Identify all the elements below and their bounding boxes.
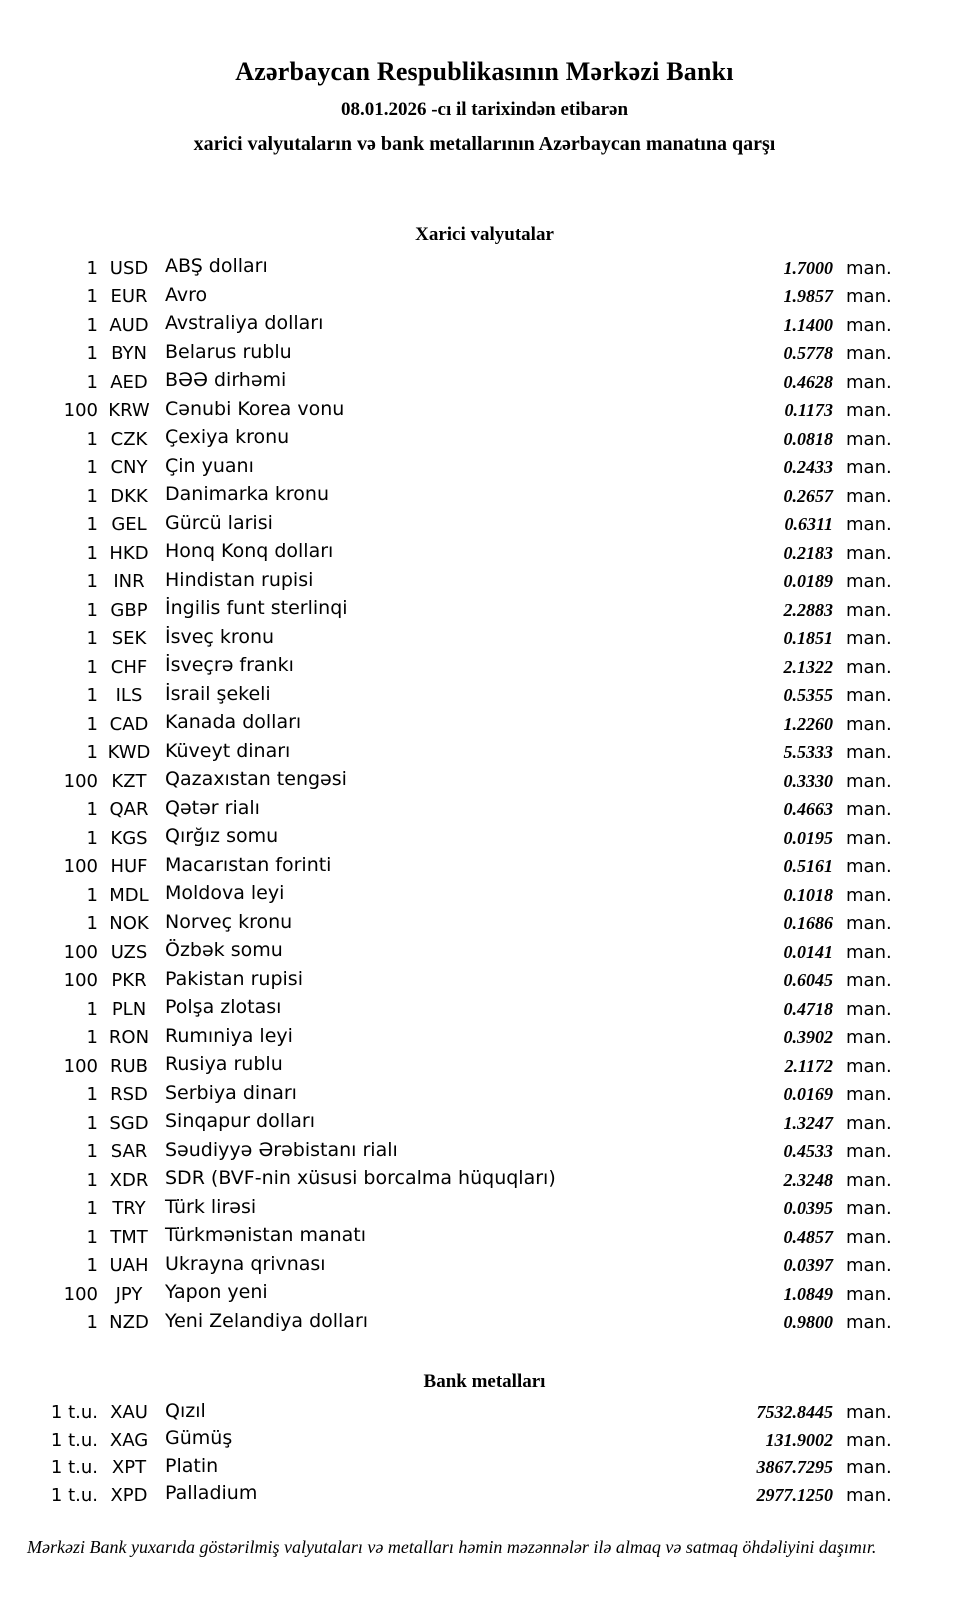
amount-cell: 1 [86,713,98,735]
currency-name-cell: Özbək somu [165,939,283,962]
unit-cell: man. [846,1402,892,1424]
table-row [40,1052,903,1081]
table-row [40,910,903,939]
currency-code-cell: XAU [110,1402,148,1424]
currency-code-cell: KWD [107,742,151,764]
currency-name-cell: İsrail şekeli [165,682,271,705]
unit-cell: man. [846,1255,892,1277]
currency-code-cell: BYN [111,343,147,365]
rate-cell: 0.1851 [783,628,833,649]
unit-cell: man. [846,656,892,678]
amount-cell: 1 t.u. [50,1484,98,1506]
amount-cell: 100 [63,856,98,878]
rate-cell: 0.9800 [783,1312,833,1333]
amount-cell: 1 [86,742,98,764]
amount-cell: 100 [63,941,98,963]
amount-cell: 1 [86,1169,98,1191]
currency-name-cell: Sinqapur dolları [165,1110,316,1133]
rate-cell: 3867.7295 [756,1457,833,1478]
currency-name-cell: ABŞ dolları [165,255,268,278]
amount-cell: 1 [86,1226,98,1248]
table-row [40,1309,903,1338]
currency-code-cell: CAD [109,713,149,735]
table-row [40,881,903,910]
amount-cell: 100 [63,1283,98,1305]
table-row [40,1109,903,1138]
unit-cell: man. [846,400,892,422]
metals-section-title: Bank metalları [423,1371,546,1392]
table-row [40,710,903,739]
amount-cell: 1 [86,799,98,821]
currency-code-cell: USD [109,257,149,279]
amount-cell: 1 [86,1255,98,1277]
rate-cell: 1.3247 [783,1112,833,1133]
currency-code-cell: XPT [111,1457,147,1479]
rate-cell: 0.0189 [783,571,833,592]
unit-cell: man. [846,457,892,479]
currency-name-cell: İsveç kronu [165,625,275,648]
currency-code-cell: PLN [111,998,147,1020]
rate-cell: 0.6311 [784,514,833,535]
table-row [40,340,903,369]
unit-cell: man. [846,371,892,393]
table-row [40,368,903,397]
currency-code-cell: EUR [110,286,148,308]
unit-cell: man. [846,1198,892,1220]
amount-cell: 1 [86,314,98,336]
currency-name-cell: Moldova leyi [165,882,285,905]
currency-name-cell: Danimarka kronu [165,483,330,506]
currency-code-cell: TRY [112,1198,146,1220]
currency-name-cell: Türkmənistan manatı [165,1224,367,1247]
unit-cell: man. [846,1084,892,1106]
unit-cell: man. [846,827,892,849]
table-row [40,425,903,454]
currency-code-cell: XPD [110,1484,148,1506]
table-row [40,995,903,1024]
currency-name-cell: İsveçrə frankı [165,654,294,677]
currency-name-cell: Avstraliya dolları [165,312,324,335]
unit-cell: man. [846,856,892,878]
unit-cell: man. [846,1312,892,1334]
amount-cell: 1 [86,827,98,849]
unit-cell: man. [846,799,892,821]
currency-code-cell: INR [113,571,145,593]
currency-code-cell: NOK [109,913,149,935]
currency-name-cell: Honq Konq dolları [165,540,334,563]
table-row [40,938,903,967]
currency-name-cell: Macarıstan forinti [165,853,332,876]
unit-cell: man. [846,1226,892,1248]
unit-cell: man. [846,1027,892,1049]
currency-code-cell: ILS [115,685,143,707]
currency-name-cell: Norveç kronu [165,910,293,933]
table-row [40,1081,903,1110]
amount-cell: 100 [63,770,98,792]
unit-cell: man. [846,1484,892,1506]
rate-cell: 0.0818 [783,428,833,449]
currency-code-cell: RON [108,1027,150,1049]
rate-cell: 0.1686 [783,913,833,934]
rate-cell: 1.9857 [783,286,833,307]
currency-name-cell: Rusiya rublu [165,1053,283,1076]
rate-cell: 2977.1250 [756,1484,833,1505]
currency-code-cell: CNY [110,457,148,479]
amount-cell: 1 [86,514,98,536]
amount-cell: 1 [86,286,98,308]
currency-code-cell: AUD [109,314,149,336]
rate-cell: 1.2260 [783,713,833,734]
currency-code-cell: SEK [111,628,147,650]
unit-cell: man. [846,1055,892,1077]
table-row [40,739,903,768]
currency-name-cell: BƏƏ dirhəmi [165,369,287,392]
rate-cell: 0.0397 [783,1255,833,1276]
currency-name-cell: Qırğız somu [165,825,279,848]
currency-name-cell: Qazaxıstan tengəsi [165,768,347,791]
table-row [40,1024,903,1053]
currency-code-cell: NZD [109,1312,149,1334]
currency-name-cell: Qətər rialı [165,796,260,819]
amount-cell: 100 [63,970,98,992]
rate-cell: 0.4718 [783,998,833,1019]
amount-cell: 1 [86,1084,98,1106]
rate-cell: 0.5161 [783,856,833,877]
currency-name-cell: Çin yuanı [165,454,254,477]
currency-code-cell: GEL [111,514,147,536]
unit-cell: man. [846,1457,892,1479]
currency-code-cell: AED [110,371,148,393]
currency-name-cell: SDR (BVF-nin xüsusi borcalma hüquqları) [165,1167,556,1190]
currency-name-cell: Səudiyyə Ərəbistanı rialı [165,1138,398,1161]
currency-name-cell: Palladium [165,1482,258,1505]
rate-cell: 0.6045 [783,970,833,991]
currency-name-cell: Yeni Zelandiya dolları [165,1309,369,1332]
table-row [40,1223,903,1252]
amount-cell: 1 [86,485,98,507]
currency-name-cell: Qızıl [165,1399,206,1422]
table-row [40,1399,903,1427]
table-row [40,568,903,597]
table-row [40,1195,903,1224]
currency-name-cell: Gürcü larisi [165,511,273,534]
amount-cell: 1 t.u. [50,1429,98,1451]
currency-name-cell: Yapon yeni [165,1281,268,1304]
currency-code-cell: KRW [108,400,150,422]
rate-cell: 0.2657 [783,485,833,506]
amount-cell: 1 [86,1141,98,1163]
amount-cell: 1 [86,884,98,906]
unit-cell: man. [846,542,892,564]
currency-name-cell: Türk lirəsi [165,1195,257,1218]
unit-cell: man. [846,1141,892,1163]
table-row [40,539,903,568]
table-row [40,1482,903,1510]
rate-cell: 2.1322 [783,656,833,677]
table-row [40,1454,903,1482]
unit-cell: man. [846,257,892,279]
amount-cell: 100 [63,400,98,422]
effective-date: 08.01.2026 -cı il tarixindən etibarən [340,99,629,120]
amount-cell: 1 [86,257,98,279]
table-row [40,283,903,312]
unit-cell: man. [846,1169,892,1191]
table-row [40,653,903,682]
currency-code-cell: HUF [110,856,148,878]
subtitle: xarici valyutaların və bank metallarının Azərbaycan manatına qarşı [193,133,776,155]
table-row [40,625,903,654]
unit-cell: man. [846,628,892,650]
rate-cell: 0.1018 [783,884,833,905]
unit-cell: man. [846,286,892,308]
amount-cell: 1 [86,371,98,393]
rate-cell: 1.0849 [783,1283,833,1304]
currency-code-cell: CZK [110,428,148,450]
table-row [40,397,903,426]
rate-cell: 2.2883 [783,599,833,620]
rate-cell: 0.0395 [783,1198,833,1219]
currency-name-cell: Polşa zlotası [165,996,282,1019]
unit-cell: man. [846,941,892,963]
currency-code-cell: HKD [109,542,149,564]
table-row [40,482,903,511]
rate-cell: 0.2183 [783,542,833,563]
currency-code-cell: UZS [110,941,148,963]
table-row [40,254,903,283]
unit-cell: man. [846,571,892,593]
currencies-table [40,254,903,1337]
currency-name-cell: Avro [165,283,208,306]
amount-cell: 1 [86,628,98,650]
unit-cell: man. [846,913,892,935]
table-row [40,596,903,625]
amount-cell: 1 [86,685,98,707]
currency-code-cell: UAH [109,1255,149,1277]
table-row [40,767,903,796]
table-row [40,967,903,996]
table-row [40,682,903,711]
amount-cell: 1 [86,998,98,1020]
table-row [40,1166,903,1195]
amount-cell: 1 [86,457,98,479]
currency-code-cell: SGD [109,1112,149,1134]
amount-cell: 1 [86,428,98,450]
rate-cell: 1.7000 [783,257,833,278]
unit-cell: man. [846,884,892,906]
rate-cell: 2.1172 [784,1055,833,1076]
rate-cell: 0.1173 [784,400,833,421]
amount-cell: 1 [86,343,98,365]
rate-cell: 0.3330 [783,770,833,791]
rate-cell: 0.4533 [783,1141,833,1162]
amount-cell: 1 [86,1198,98,1220]
rate-cell: 0.5355 [783,685,833,706]
table-row [40,824,903,853]
rate-cell: 0.4663 [783,799,833,820]
currency-code-cell: XDR [109,1169,149,1191]
currency-code-cell: PKR [111,970,147,992]
currency-code-cell: RSD [110,1084,148,1106]
currency-name-cell: Serbiya dinarı [165,1081,297,1104]
amount-cell: 1 [86,542,98,564]
unit-cell: man. [846,599,892,621]
currency-code-cell: KGS [110,827,148,849]
amount-cell: 1 [86,1027,98,1049]
rate-cell: 0.4857 [783,1226,833,1247]
table-row [40,1427,903,1455]
table-row [40,853,903,882]
currency-name-cell: İngilis funt sterlinqi [165,597,348,620]
currency-name-cell: Gümüş [165,1427,233,1450]
currency-name-cell: Platin [165,1454,219,1477]
unit-cell: man. [846,428,892,450]
currency-code-cell: TMT [110,1226,148,1248]
table-row [40,1252,903,1281]
rate-cell: 0.2433 [783,457,833,478]
unit-cell: man. [846,970,892,992]
amount-cell: 1 t.u. [50,1402,98,1424]
metals-table [40,1399,903,1509]
currency-code-cell: SAR [110,1141,148,1163]
table-row [40,796,903,825]
unit-cell: man. [846,742,892,764]
rate-cell: 0.3902 [783,1027,833,1048]
unit-cell: man. [846,514,892,536]
rate-cell: 2.3248 [783,1169,833,1190]
rate-cell: 0.0195 [783,827,833,848]
rate-cell: 7532.8445 [756,1402,833,1423]
amount-cell: 1 [86,913,98,935]
currency-code-cell: RUB [109,1055,149,1077]
table-row [40,1138,903,1167]
currency-code-cell: CHF [110,656,148,678]
unit-cell: man. [846,485,892,507]
currency-name-cell: Cənubi Korea vonu [165,397,345,420]
currency-code-cell: XAG [109,1429,149,1451]
amount-cell: 1 [86,571,98,593]
currencies-section-title: Xarici valyutalar [415,224,554,245]
currency-code-cell: MDL [109,884,149,906]
amount-cell: 1 [86,1112,98,1134]
unit-cell: man. [846,1112,892,1134]
rate-cell: 5.5333 [783,742,833,763]
unit-cell: man. [846,770,892,792]
currency-name-cell: Çexiya kronu [165,426,290,449]
rate-cell: 0.0141 [783,941,833,962]
currency-name-cell: Hindistan rupisi [165,568,314,591]
amount-cell: 1 [86,1312,98,1334]
table-row [40,511,903,540]
unit-cell: man. [846,314,892,336]
unit-cell: man. [846,998,892,1020]
currency-code-cell: KZT [111,770,147,792]
currency-name-cell: Küveyt dinarı [165,739,291,762]
currency-name-cell: Kanada dolları [165,711,302,734]
unit-cell: man. [846,713,892,735]
currency-name-cell: Belarus rublu [165,340,292,363]
amount-cell: 100 [63,1055,98,1077]
unit-cell: man. [846,343,892,365]
rate-cell: 1.1400 [783,314,833,335]
disclaimer-note: Mərkəzi Bank yuxarıda göstərilmiş valyutaları və metalları həmin məzənnələr ilə almaq və satmaq öhdəliyini daşımır. [27,1537,877,1557]
unit-cell: man. [846,1429,892,1451]
rate-cell: 0.0169 [783,1084,833,1105]
currency-code-cell: QAR [109,799,149,821]
amount-cell: 1 [86,599,98,621]
table-row [40,454,903,483]
currency-name-cell: Pakistan rupisi [165,967,303,990]
currency-code-cell: GBP [110,599,148,621]
rate-cell: 0.5778 [783,343,833,364]
rate-cell: 0.4628 [783,371,833,392]
table-row [40,311,903,340]
unit-cell: man. [846,685,892,707]
unit-cell: man. [846,1283,892,1305]
currency-name-cell: Ukrayna qrivnası [165,1252,326,1275]
currency-code-cell: DKK [110,485,148,507]
currency-code-cell: JPY [115,1283,143,1305]
page-title: Azərbaycan Respublikasının Mərkəzi Bankı [235,57,734,86]
currency-name-cell: Rumıniya leyi [165,1024,293,1047]
rate-cell: 131.9002 [765,1429,833,1450]
amount-cell: 1 [86,656,98,678]
amount-cell: 1 t.u. [50,1457,98,1479]
table-row [40,1280,903,1309]
